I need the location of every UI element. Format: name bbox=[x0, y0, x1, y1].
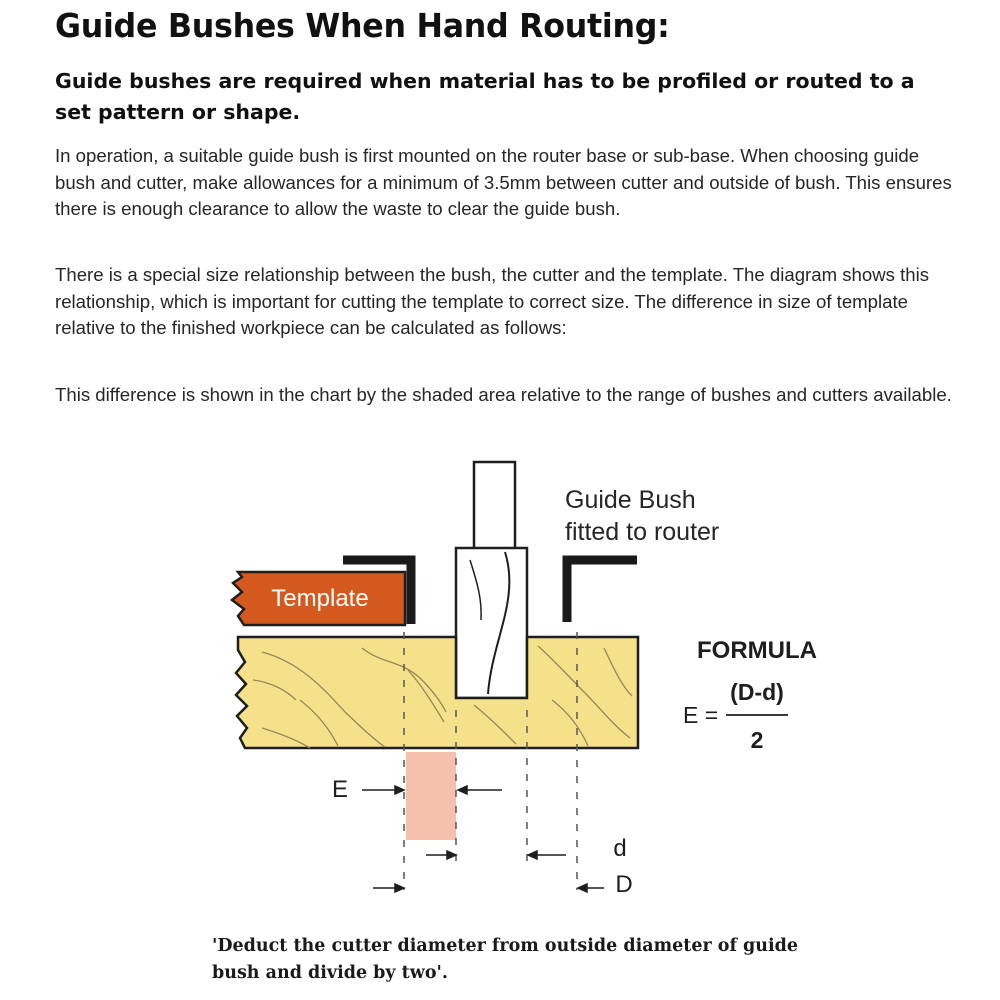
formula-denominator: 2 bbox=[750, 727, 764, 753]
router-cutter bbox=[456, 548, 527, 698]
paragraph-size-relationship: There is a special size relationship between the bush, the cutter and the template. The diagram shows this relationship, which is important for cutting the template to correct size. The difference in size of template relative to the finished workpiece can be calculated as follows: bbox=[55, 264, 930, 338]
dimension-e-label: E bbox=[331, 776, 349, 803]
paragraph-operation: In operation, a suitable guide bush is first mounted on the router base or sub-base. When choosing guide bush and cutter, make allowances for a minimum of 3.5mm between cutter and outside of bush. This ensures there is enough clearance to allow the waste to clear the guide bush. bbox=[55, 145, 952, 219]
dimension-d-label: d bbox=[613, 835, 627, 862]
footnote: 'Deduct the cutter diameter from outside diameter of guide bush and divide by two'. bbox=[212, 936, 799, 983]
paragraph-shaded-area: This difference is shown in the chart by the shaded area relative to the range of bushes and cutters available. bbox=[55, 384, 952, 405]
dimension-d-arrows bbox=[426, 851, 566, 859]
guide-bush-label-line2: fitted to router bbox=[565, 518, 720, 546]
template-label: Template bbox=[271, 585, 369, 612]
dimension-D-arrows bbox=[373, 884, 604, 892]
page-title: Guide Bushes When Hand Routing: bbox=[55, 6, 670, 45]
intro-text: Guide bushes are required when material has to be profiled or routed to a set pattern or shape. bbox=[55, 69, 915, 124]
dimension-D-label: D bbox=[615, 871, 633, 898]
guide-bush-label-line1: Guide Bush bbox=[565, 486, 696, 514]
shaded-difference-area bbox=[406, 752, 456, 840]
guide-bush-diagram bbox=[0, 450, 1000, 950]
router-shank bbox=[474, 462, 515, 552]
formula-lhs: E = bbox=[683, 702, 719, 728]
formula-numerator: (D-d) bbox=[730, 679, 784, 705]
formula-title: FORMULA bbox=[697, 637, 817, 664]
guide-bush-right bbox=[567, 560, 637, 622]
